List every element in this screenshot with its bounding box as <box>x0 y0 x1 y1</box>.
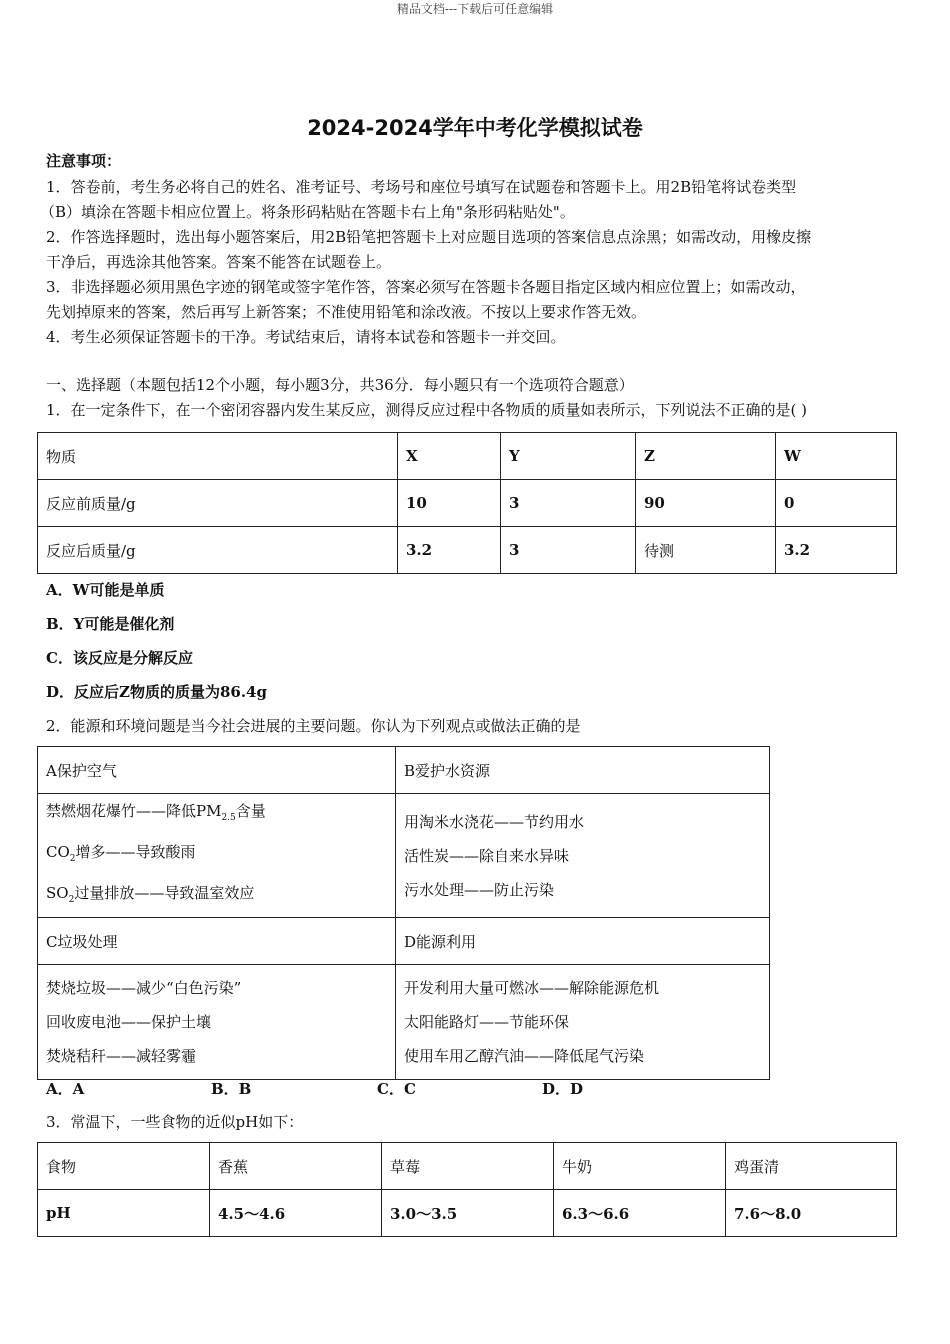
question-2-stem: 2．能源和环境问题是当今社会进展的主要问题。你认为下列观点或做法正确的是 <box>46 717 581 735</box>
table-cell: X <box>398 433 501 480</box>
cell-line: 开发利用大量可燃冰——解除能源危机 <box>404 979 660 997</box>
table-cell: 待测 <box>636 527 776 574</box>
notice-line: 先划掉原来的答案，然后再写上新答案；不准使用铅笔和涂改液。不按以上要求作答无效。 <box>46 303 647 321</box>
table-row <box>38 1190 897 1237</box>
question-1-option-d: D．反应后Z物质的质量为86.4g <box>46 683 267 701</box>
notice-line: 4．考生必须保证答题卡的干净。考试结束后，请将本试卷和答题卡一并交回。 <box>46 328 566 346</box>
table-cell: 反应前质量/g <box>38 480 398 527</box>
table-row <box>38 480 897 527</box>
cell-text: CO <box>46 843 70 861</box>
cell-text: 含量 <box>235 802 266 820</box>
cell-line: 使用车用乙醇汽油——降低尾气污染 <box>404 1047 645 1065</box>
question-2-option-c: C．C <box>377 1080 416 1098</box>
question-1-option-b: B．Y可能是催化剂 <box>46 615 175 633</box>
question-1-stem: 1．在一定条件下，在一个密闭容器内发生某反应，测得反应过程中各物质的质量如表所示，下列说法不正确的是( ) <box>46 401 808 419</box>
cell-line <box>46 794 387 835</box>
table-cell <box>396 794 770 918</box>
cell-line: 焚烧秸秆——减轻雾霾 <box>46 1047 197 1065</box>
cell-line: 焚烧垃圾——减少“白色污染” <box>46 979 242 997</box>
question-1-option-c: C．该反应是分解反应 <box>46 649 193 667</box>
table-cell: C垃圾处理 <box>38 918 396 965</box>
table-cell: 6.3～6.6 <box>554 1190 726 1237</box>
subscript: 2 <box>69 854 76 864</box>
notice-heading: 注意事项： <box>46 152 122 170</box>
table-cell: 4.5～4.6 <box>210 1190 382 1237</box>
question-3-stem: 3．常温下，一些食物的近似pH如下： <box>46 1113 304 1131</box>
subscript: 2 <box>68 895 75 905</box>
table-cell: 香蕉 <box>210 1143 382 1190</box>
notice-line: （B）填涂在答题卡相应位置上。将条形码粘贴在答题卡右上角"条形码粘贴处"。 <box>40 203 575 221</box>
table-cell: pH <box>38 1190 210 1237</box>
cell-line: 太阳能路灯——节能环保 <box>404 1013 570 1031</box>
page-title: 2024-2024学年中考化学模拟试卷 <box>307 116 643 140</box>
table-cell: 3.2 <box>398 527 501 574</box>
table-cell: W <box>776 433 897 480</box>
table-cell <box>38 965 396 1080</box>
cell-text: 增多——导致酸雨 <box>75 843 196 861</box>
table-cell <box>38 794 396 918</box>
cell-line <box>46 876 387 917</box>
table-row <box>38 918 770 965</box>
cell-line: 回收废电池——保护土壤 <box>46 1013 212 1031</box>
table-cell: 牛奶 <box>554 1143 726 1190</box>
table-cell: 3.0～3.5 <box>382 1190 554 1237</box>
question-1-option-a: A．W可能是单质 <box>46 581 165 599</box>
question-2-option-b: B．B <box>211 1080 252 1098</box>
table-cell: A保护空气 <box>38 747 396 794</box>
table-cell: 3.2 <box>776 527 897 574</box>
header-note: 精品文档---下载后可任意编辑 <box>396 2 554 16</box>
cell-text: 禁燃烟花爆竹——降低PM <box>46 802 222 820</box>
table-cell: 90 <box>636 480 776 527</box>
table-cell: B爱护水资源 <box>396 747 770 794</box>
notice-line: 3．非选择题必须用黑色字迹的钢笔或签字笔作答，答案必须写在答题卡各题目指定区域内相应位置上；如需改动， <box>46 278 806 296</box>
table-cell: 食物 <box>38 1143 210 1190</box>
question-2-option-a: A．A <box>46 1080 85 1098</box>
table-cell: 3 <box>501 527 636 574</box>
notice-line: 2．作答选择题时，选出每小题答案后，用2B铅笔把答题卡上对应题目选项的答案信息点涂黑；如需改动，用橡皮擦 <box>46 228 812 246</box>
table-cell: D能源利用 <box>396 918 770 965</box>
cell-text: 过量排放——导致温室效应 <box>74 884 255 902</box>
subscript: 2.5 <box>221 813 236 823</box>
table-row <box>38 433 897 480</box>
table-row <box>38 794 770 918</box>
question-2-option-d: D．D <box>542 1080 584 1098</box>
table-cell: Y <box>501 433 636 480</box>
table-row <box>38 527 897 574</box>
cell-line <box>46 835 387 876</box>
notice-line: 干净后，再选涂其他答案。答案不能答在试题卷上。 <box>46 253 392 271</box>
table-cell: 反应后质量/g <box>38 527 398 574</box>
question-2-table <box>37 746 770 1080</box>
table-row <box>38 747 770 794</box>
table-cell: 7.6～8.0 <box>726 1190 897 1237</box>
table-cell <box>396 965 770 1080</box>
table-cell: 草莓 <box>382 1143 554 1190</box>
table-row <box>38 1143 897 1190</box>
cell-line: 污水处理——防止污染 <box>404 880 555 899</box>
table-cell: 3 <box>501 480 636 527</box>
cell-line: 活性炭——除自来水异味 <box>404 846 570 865</box>
section-heading: 一、选择题（本题包括12个小题，每小题3分，共36分．每小题只有一个选项符合题意） <box>46 376 634 394</box>
notice-line: 1．答卷前，考生务必将自己的姓名、准考证号、考场号和座位号填写在试题卷和答题卡上。用2B铅笔将试卷类型 <box>46 178 797 196</box>
question-1-table <box>37 432 897 574</box>
table-cell: 10 <box>398 480 501 527</box>
table-cell: 鸡蛋清 <box>726 1143 897 1190</box>
table-cell: 0 <box>776 480 897 527</box>
cell-text: SO <box>46 884 69 902</box>
table-cell: 物质 <box>38 433 398 480</box>
table-row <box>38 965 770 1080</box>
question-3-table <box>37 1142 897 1237</box>
table-cell: Z <box>636 433 776 480</box>
cell-line: 用淘米水浇花——节约用水 <box>404 812 585 831</box>
